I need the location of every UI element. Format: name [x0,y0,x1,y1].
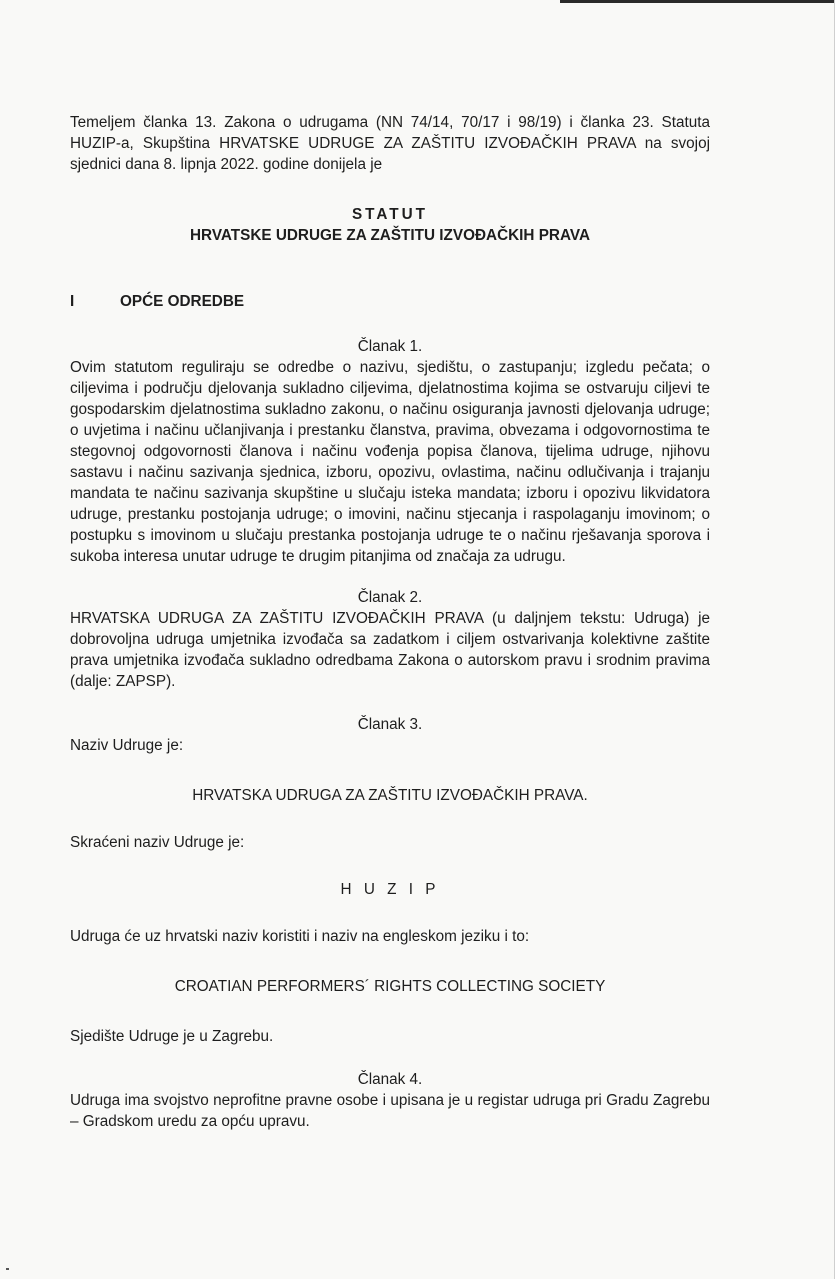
document-page [70,112,710,1132]
association-name: HRVATSKA UDRUGA ZA ZAŠTITU IZVOĐAČKIH PRAVA. [192,787,588,804]
article-2-text: HRVATSKA UDRUGA ZA ZAŠTITU IZVOĐAČKIH PRAVA (u daljnjem tekstu: Udruga) je dobrovoljna udruga umjetnika izvođača sa zadatkom i ciljem ostvarivanja kolektivne zaštite prava umjetnika izvođača sukladno odredbama Zakona o autorskom pravu i srodnim pravima (dalje: ZAPSP). [70,610,710,690]
short-name: H U Z I P [340,881,440,898]
document-title: STATUT [351,206,429,223]
article-1-heading: Članak 1. [357,338,423,355]
article-4-heading: Članak 4. [357,1071,423,1088]
article-1-text: Ovim statutom reguliraju se odredbe o nazivu, sjedištu, o zastupanju; izgledu pečata; o ciljevima i području djelovanja sukladno ciljevima, djelatnostima kojima se ostvaruju ciljevi te gospodarskim djelatnostima sukladno zakonu, o načinu osiguranja javnosti djelovanja udruge; o uvjetima i načinu učlanjivanja i prestanku članstva, pravima, obvezama i odgovornostima te stegovnoj odgovornosti članova i načinu vođenja popisa članova, tijelima udruge, njihovu sastavu i načinu sazivanja sjednica, izboru, opozivu, ovlastima, načinu odlučivanja i trajanju mandata te načinu sazivanja skupštine u slučaju isteka mandata; izboru i opozivu likvidatora udruge, prestanku postojanja udruge; o imovini, načinu stjecanja i raspolaganju imovinom; o postupku s imovinom u slučaju prestanka postojanja udruge te o načinu rješavanja sporova i sukoba interesa unutar udruge te drugim pitanjima od značaja za udrugu. [70,359,710,565]
section-heading [70,291,710,312]
scan-edge-top [560,0,835,3]
article-2-heading: Članak 2. [357,589,423,606]
short-name-label: Skraćeni naziv Udruge je: [70,834,245,851]
english-name: CROATIAN PERFORMERS´ RIGHTS COLLECTING SOCIETY [174,978,606,995]
article-4-text: Udruga ima svojstvo neprofitne pravne osobe i upisana je u registar udruga pri Gradu Zagrebu – Gradskom uredu za opću upravu. [70,1092,710,1130]
article-3-heading: Članak 3. [357,716,423,733]
section-number: I [70,293,75,310]
english-name-label: Udruga će uz hrvatski naziv koristiti i naziv na engleskom jeziku i to: [70,928,530,945]
preamble: Temeljem članka 13. Zakona o udrugama (NN 74/14, 70/17 i 98/19) i članka 23. Statuta HUZIP-a, Skupština HRVATSKE UDRUGE ZA ZAŠTITU IZVOĐAČKIH PRAVA na svojoj sjednici dana 8. lipnja 2022. godine donijela je [70,114,710,173]
scan-speck [6,1268,9,1270]
association-name-label: Naziv Udruge je: [70,737,184,754]
section-title: OPĆE ODREDBE [120,293,245,310]
seat-statement: Sjedište Udruge je u Zagrebu. [70,1028,274,1045]
document-subtitle: HRVATSKE UDRUGE ZA ZAŠTITU IZVOĐAČKIH PRAVA [190,227,590,244]
